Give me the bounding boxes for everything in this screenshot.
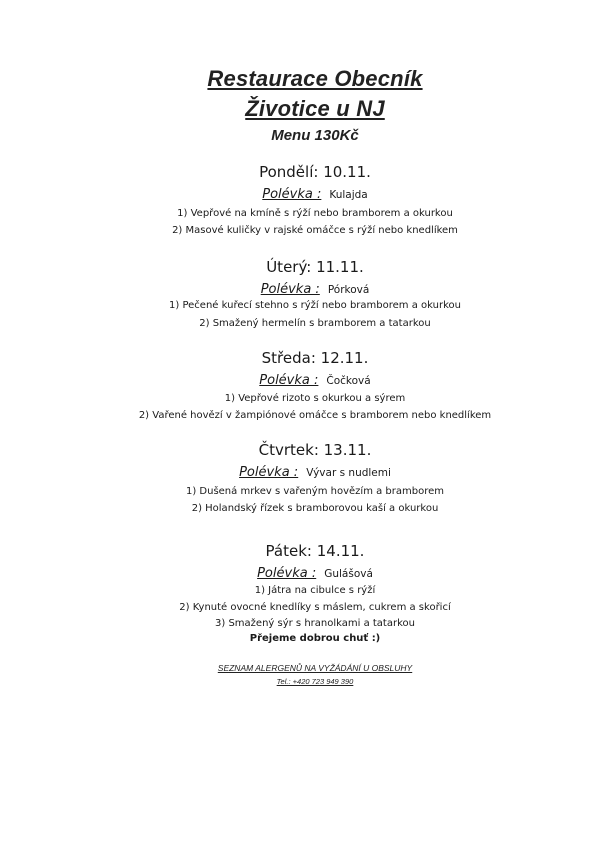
dish-item: 1) Dušená mrkev s vařeným hovězím a bramborem (185, 486, 445, 497)
dish-item: 3) Smažený sýr s hranolkami a tatarkou (215, 618, 415, 629)
soup-line-thursday (0, 465, 600, 480)
dish-item: 2) Holandský řízek s bramborovou kaší a okurkou (191, 503, 439, 514)
menu-price: Menu 130Kč (271, 127, 359, 144)
allergen-notice: SEZNAM ALERGENŮ NA VYŽÁDÁNÍ U OBSLUHY (217, 663, 413, 673)
restaurant-name: Restaurace Obecník (207, 66, 423, 91)
dish-item: 2) Vařené hovězí v žampiónové omáčce s bramborem nebo knedlíkem (138, 410, 492, 421)
soup-label: Polévka : (259, 373, 319, 388)
soup-name: Pórková (327, 284, 370, 296)
soup-label: Polévka : (260, 282, 320, 297)
restaurant-location: Životice u NJ (245, 96, 385, 121)
dish-item: 1) Vepřové rizoto s okurkou a sýrem (224, 393, 406, 404)
dish-item: 1) Pečené kuřecí stehno s rýží nebo bramborem a okurkou (169, 300, 461, 311)
soup-label: Polévka : (257, 566, 317, 581)
soup-line-wednesday (0, 373, 600, 388)
dish-item: 2) Masové kuličky v rajské omáčce s rýží nebo knedlíkem (172, 225, 458, 236)
dish-item: 2) Kynuté ovocné knedlíky s máslem, cukrem a skořicí (179, 602, 451, 613)
soup-name: Kulajda (329, 189, 368, 201)
soup-line-friday (0, 566, 600, 581)
soup-label: Polévka : (262, 187, 322, 202)
soup-label: Polévka : (239, 465, 299, 480)
dish-item: 1) Játra na cibulce s rýží (254, 585, 376, 596)
soup-name: Vývar s nudlemi (306, 467, 391, 479)
phone-number: Tel.: +420 723 949 390 (276, 677, 354, 686)
soup-line-tuesday (0, 282, 600, 297)
soup-name: Gulášová (324, 568, 373, 580)
day-heading-wednesday: Středa: 12.11. (261, 349, 369, 367)
day-heading-thursday: Čtvrtek: 13.11. (258, 441, 372, 459)
dish-item: 2) Smažený hermelín s bramborem a tatarkou (199, 318, 431, 329)
day-heading-tuesday: Úterý: 11.11. (266, 258, 364, 276)
soup-line-monday (0, 187, 600, 202)
soup-name: Čočková (326, 375, 371, 387)
dish-item: 1) Vepřové na kmíně s rýží nebo bramborem a okurkou (177, 208, 453, 219)
day-heading-friday: Pátek: 14.11. (265, 542, 365, 560)
day-heading-monday: Pondělí: 10.11. (259, 163, 371, 181)
greeting-text: Přejeme dobrou chuť :) (249, 633, 381, 644)
